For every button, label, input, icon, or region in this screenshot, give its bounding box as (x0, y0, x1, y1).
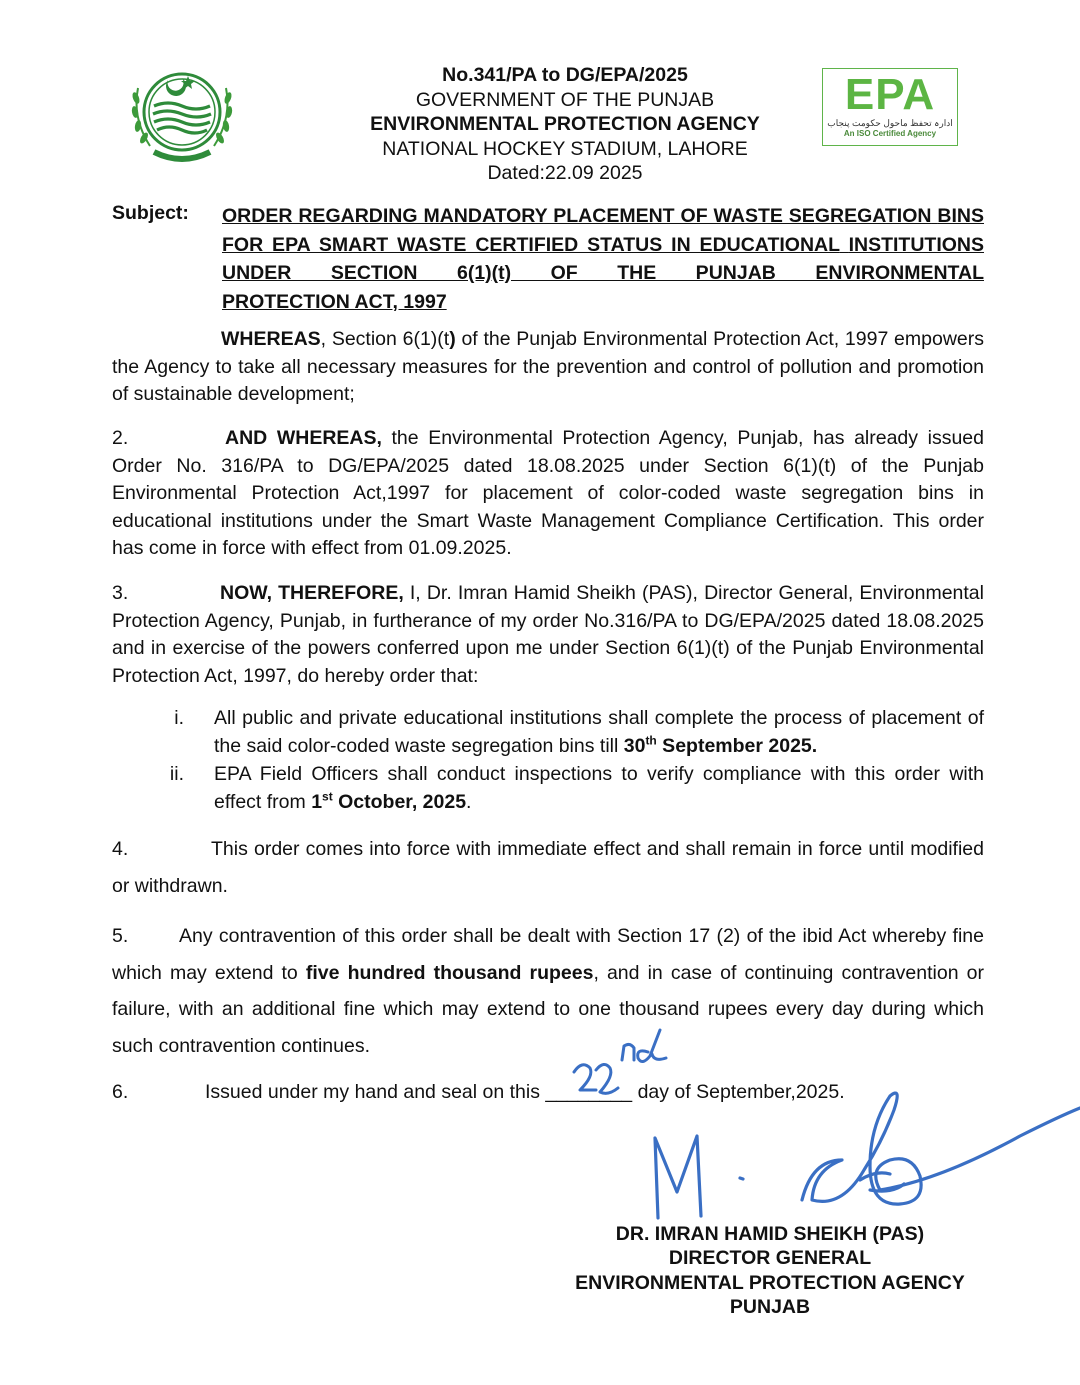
paragraph-6-text-b: day of September,2025. (632, 1081, 845, 1103)
inspection-day: 1 (311, 791, 323, 813)
emblem-icon (124, 58, 240, 170)
whereas-paren: ) (449, 328, 456, 350)
subject-line-1: ORDER REGARDING MANDATORY PLACEMENT OF WASTE SEGREGATION (222, 205, 932, 227)
paragraph-4 (112, 831, 984, 905)
paragraph-number: 5. (112, 925, 129, 947)
epa-logo (822, 68, 958, 146)
signatory-name: DR. IMRAN HAMID SHEIKH (PAS) (615, 1223, 925, 1245)
agency-address: NATIONAL HOCKEY STADIUM, LAHORE (382, 137, 748, 160)
inspection-suffix: st (322, 789, 333, 804)
paragraph-3-text: I, Dr. Imran Hamid Sheikh (PAS), Director General, Environmental Protection Agency, Punjab, in furtherance of my order No.316/PA to DG/EPA/2025 dated 18.08.2025 and in exercise of the powers conferred upon me under Section 6(1)(t) of the Punjab Environmental Protection Act, 1997, do hereby order that: (112, 582, 984, 687)
epa-logo-tagline: An ISO Certified Agency (843, 129, 937, 138)
paragraph-5 (112, 918, 984, 1064)
paragraph-whereas (112, 326, 984, 409)
subject-line-3: INSTITUTIONS UNDER SECTION 6(1)(t) OF THE PUNJAB ENVIRONMENTAL (222, 233, 984, 285)
deadline-suffix: th (645, 733, 657, 748)
paragraph-number: 6. (112, 1081, 129, 1103)
now-therefore-lead: NOW, THEREFORE, (220, 582, 404, 604)
order-list (160, 704, 984, 816)
epa-logo-title: EPA (844, 70, 936, 119)
list-item-text: EPA Field Officers shall conduct inspections to verify compliance with this order with effect from (214, 763, 984, 813)
paragraph-number: 4. (112, 838, 129, 860)
inspection-rest: October, 2025 (332, 791, 467, 813)
epa-logo-urdu: ادارہ تحفظ ماحول حکومت پنجاب (827, 118, 953, 128)
whereas-text-b: of the Punjab Environmental Protection Act, 1997 empowers the Agency to take all necessary measures for the prevention and control of pollution and promotion of sustainable development; (112, 328, 984, 406)
signatory-province: PUNJAB (729, 1296, 811, 1319)
list-item (160, 760, 984, 816)
subject-text (222, 202, 984, 316)
subject-line-2: BINS FOR EPA SMART WASTE CERTIFIED STATUS IN EDUCATIONAL (222, 205, 984, 256)
whereas-text-a: , Section 6(1)(t (320, 328, 450, 350)
subject-line-4: PROTECTION ACT, 1997 (222, 290, 447, 313)
paragraph-6 (112, 1079, 984, 1107)
letterhead (330, 63, 800, 186)
paragraph-5-text-a: Any contravention of this order shall be dealt with Section 17 (2) of the ibid Act whereby fine which may extend to (112, 925, 984, 984)
list-marker: ii. (169, 763, 184, 785)
order-number: No.341/PA to DG/EPA/2025 (442, 64, 688, 86)
deadline-rest: September 2025. (656, 735, 818, 757)
signature-icon (655, 1093, 1080, 1218)
paragraph-5-text-b: , and in case of continuing contravention or failure, with an additional fine which may extend to one thousand rupees every day during which such contravention continues. (112, 961, 984, 1057)
and-whereas-lead: AND WHEREAS, (225, 427, 382, 449)
deadline-day: 30 (623, 735, 646, 757)
day-blank: ________ (545, 1081, 633, 1103)
paragraph-number: 3. (112, 582, 129, 604)
list-item (160, 704, 984, 760)
paragraph-6-text-a: Issued under my hand and seal on this (205, 1081, 546, 1103)
paragraph-2 (112, 425, 984, 563)
agency-name: ENVIRONMENTAL PROTECTION AGENCY (370, 113, 760, 136)
punjab-government-emblem-logo (124, 58, 240, 170)
signatory-agency: ENVIRONMENTAL PROTECTION AGENCY (575, 1271, 965, 1294)
list-marker: i. (174, 707, 184, 729)
signature-block (540, 1222, 1000, 1320)
paragraph-2-text: the Environmental Protection Agency, Punjab, has already issued Order No. 316/PA to DG/EPA/2025 dated 18.08.2025 under Section 6(1)(t) of the Punjab Environmental Protection Act,1997 for placement of color-coded waste segregation bins in educational institutions under the Smart Waste Management Compliance Certification. This order has come in force with effect from 01.09.2025. (112, 427, 984, 560)
list-item-tail: . (466, 791, 472, 813)
order-date: Dated:22.09 2025 (487, 162, 643, 185)
paragraph-4-text: This order comes into force with immediate effect and shall remain in force until modified or withdrawn. (112, 838, 984, 897)
fine-amount: five hundred thousand rupees (305, 961, 594, 984)
list-item-text: All public and private educational institutions shall complete the process of placement of the said color-coded waste segregation bins till (214, 707, 984, 757)
government-name: GOVERNMENT OF THE PUNJAB (415, 88, 715, 111)
signatory-designation: DIRECTOR GENERAL (668, 1247, 872, 1270)
subject-label: Subject: (112, 202, 189, 224)
paragraph-number: 2. (112, 427, 129, 449)
paragraph-3 (112, 580, 984, 690)
whereas-lead: WHEREAS (221, 328, 321, 350)
